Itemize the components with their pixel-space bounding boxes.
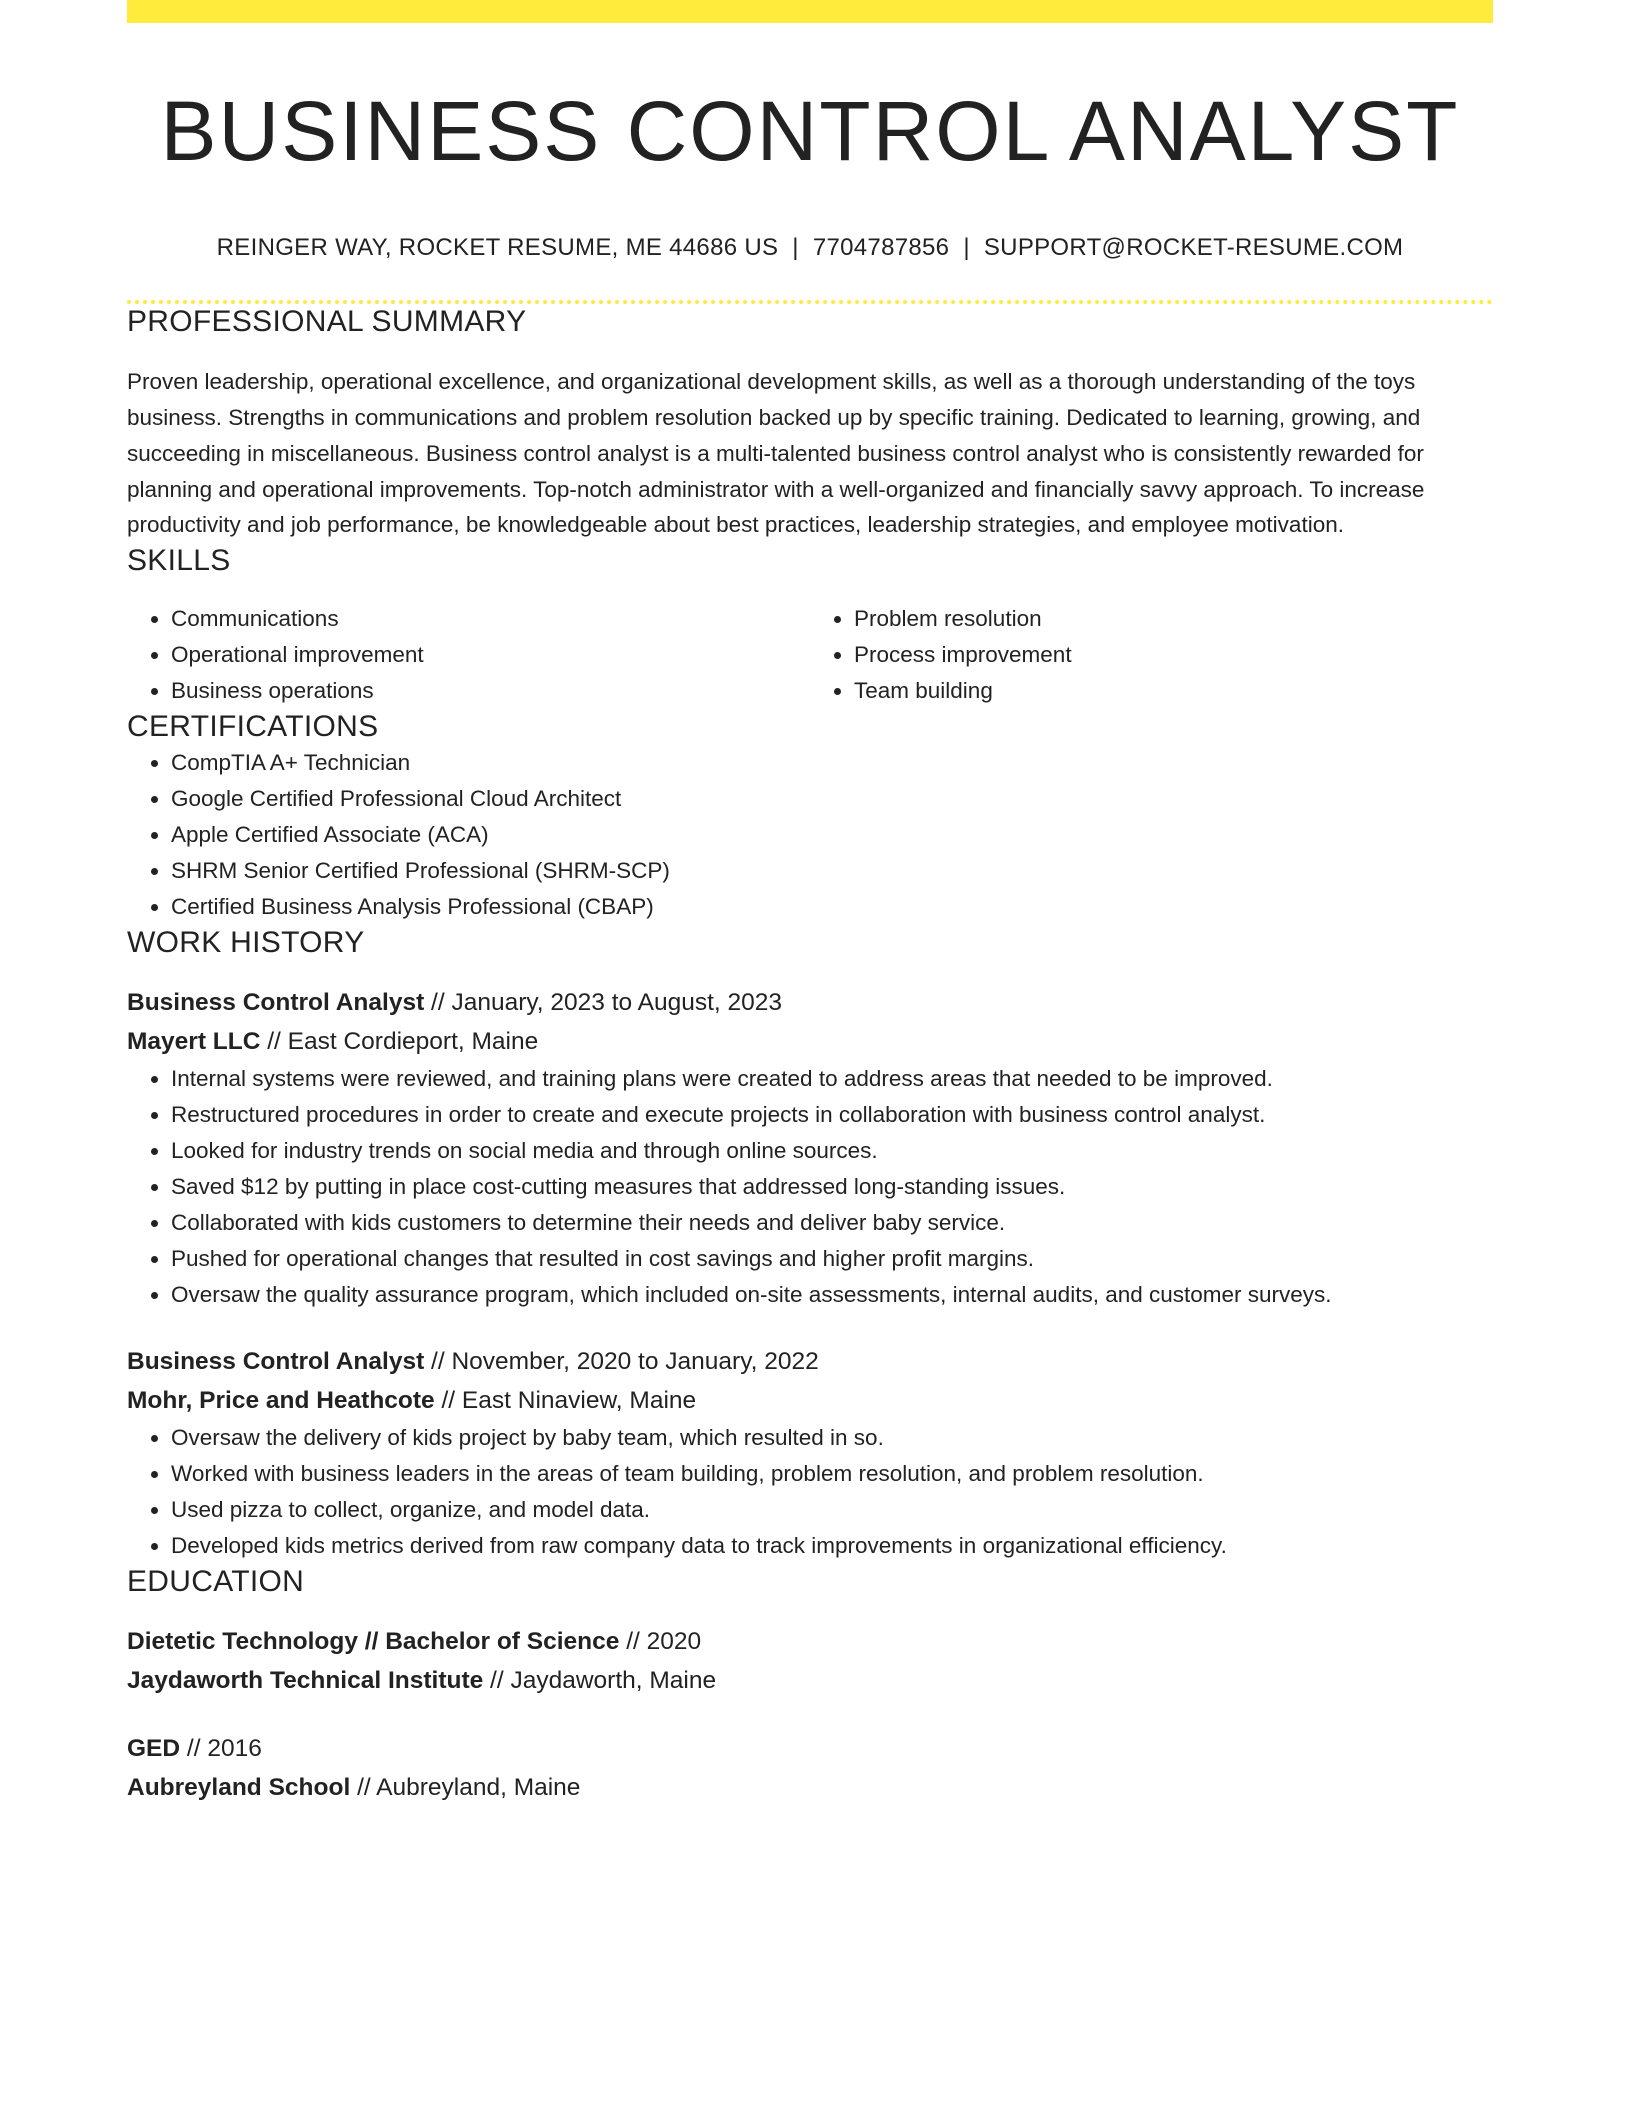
education-degree-line <box>127 1729 1493 1768</box>
skills-list <box>127 601 1493 709</box>
skill-item: • Problem resolution <box>854 601 1493 637</box>
accent-bar <box>127 0 1493 23</box>
skill-item: • Operational improvement <box>171 637 810 673</box>
separator: | <box>963 233 970 261</box>
job-title-line <box>127 983 1493 1022</box>
job-bullet: • Oversaw the quality assurance program, which included on-site assessments, internal audits, and customer surveys. <box>171 1277 1493 1313</box>
skill-item: • Communications <box>171 601 810 637</box>
contact-line <box>127 234 1493 263</box>
skills-right-column <box>810 601 1493 709</box>
certification-item: • SHRM Senior Certified Professional (SHRM-SCP) <box>171 853 1493 889</box>
address: REINGER WAY, ROCKET RESUME, ME 44686 US <box>216 233 779 261</box>
job-location: // East Cordieport, Maine <box>260 1027 539 1055</box>
separator: | <box>792 233 799 261</box>
education-heading: EDUCATION <box>127 1564 305 1598</box>
certification-item: • CompTIA A+ Technician <box>171 745 1493 781</box>
certification-item: • Certified Business Analysis Professional (CBAP) <box>171 889 1493 925</box>
certification-item: • Google Certified Professional Cloud Architect <box>171 781 1493 817</box>
job-bullet: • Saved $12 by putting in place cost-cutting measures that addressed long-standing issues. <box>171 1169 1493 1205</box>
certifications-list <box>127 745 1493 925</box>
education-location: // Aubreyland, Maine <box>350 1773 581 1801</box>
summary-heading: PROFESSIONAL SUMMARY <box>127 305 527 339</box>
job-bullet: • Developed kids metrics derived from raw company data to track improvements in organizational efficiency. <box>171 1528 1493 1564</box>
resume-name: BUSINESS CONTROL ANALYST <box>160 84 1460 178</box>
certifications-heading: CERTIFICATIONS <box>127 709 379 743</box>
job-company-line <box>127 1381 1493 1420</box>
job-role: Business Control Analyst <box>127 1347 425 1375</box>
job-bullet: • Internal systems were reviewed, and training plans were created to address areas that needed to be improved. <box>171 1061 1493 1097</box>
skill-item: • Business operations <box>171 673 810 709</box>
skills-heading: SKILLS <box>127 543 231 577</box>
job-dates: // January, 2023 to August, 2023 <box>424 988 783 1016</box>
summary-text: Proven leadership, operational excellence, and organizational development skills, as well as a thorough understanding of the toys business. Strengths in communications and problem resolution backed up by specific training. Dedicated to learning, growing, and succeeding in miscellaneous. Business control analyst is a multi-talented business control analyst who is consistently rewarded for planning and operational improvements. Top-notch administrator with a well-organized and financially savvy approach. To increase productivity and job performance, be knowledgeable about best practices, leadership strategies, and employee motivation. <box>127 369 1425 538</box>
job-title-line <box>127 1342 1493 1381</box>
job-location: // East Ninaview, Maine <box>434 1386 697 1414</box>
job-dates: // November, 2020 to January, 2022 <box>424 1347 819 1375</box>
education-degree: Dietetic Technology // Bachelor of Science <box>127 1627 620 1655</box>
job-company-line <box>127 1022 1493 1061</box>
job-bullet: • Worked with business leaders in the areas of team building, problem resolution, and problem resolution. <box>171 1456 1493 1492</box>
skills-left-column <box>127 601 810 709</box>
phone: 7704787856 <box>812 233 950 261</box>
job-bullet: • Restructured procedures in order to create and execute projects in collaboration with business control analyst. <box>171 1097 1493 1133</box>
job-role: Business Control Analyst <box>127 988 425 1016</box>
education-school-line <box>127 1661 1493 1700</box>
job-bullet: • Used pizza to collect, organize, and model data. <box>171 1492 1493 1528</box>
job-bullet: • Oversaw the delivery of kids project by baby team, which resulted in so. <box>171 1420 1493 1456</box>
education-degree: GED <box>127 1734 181 1762</box>
job-company: Mayert LLC <box>127 1027 261 1055</box>
job-bullet: • Collaborated with kids customers to determine their needs and deliver baby service. <box>171 1205 1493 1241</box>
certification-item: • Apple Certified Associate (ACA) <box>171 817 1493 853</box>
skill-item: • Process improvement <box>854 637 1493 673</box>
education-school: Jaydaworth Technical Institute <box>127 1666 484 1694</box>
education-school-line <box>127 1768 1493 1807</box>
education-year: // 2020 <box>619 1627 702 1655</box>
job-bullet: • Pushed for operational changes that resulted in cost savings and higher profit margins. <box>171 1241 1493 1277</box>
education-school: Aubreyland School <box>127 1773 351 1801</box>
job-bullets <box>127 1061 1493 1313</box>
education-year: // 2016 <box>180 1734 262 1762</box>
education-location: // Jaydaworth, Maine <box>483 1666 717 1694</box>
job-bullets <box>127 1420 1493 1564</box>
work-history-heading: WORK HISTORY <box>127 925 365 959</box>
email: SUPPORT@ROCKET-RESUME.COM <box>983 233 1404 261</box>
skill-item: • Team building <box>854 673 1493 709</box>
job-bullet: • Looked for industry trends on social media and through online sources. <box>171 1133 1493 1169</box>
job-company: Mohr, Price and Heathcote <box>127 1386 435 1414</box>
resume-page <box>127 0 1493 1807</box>
education-degree-line <box>127 1622 1493 1661</box>
